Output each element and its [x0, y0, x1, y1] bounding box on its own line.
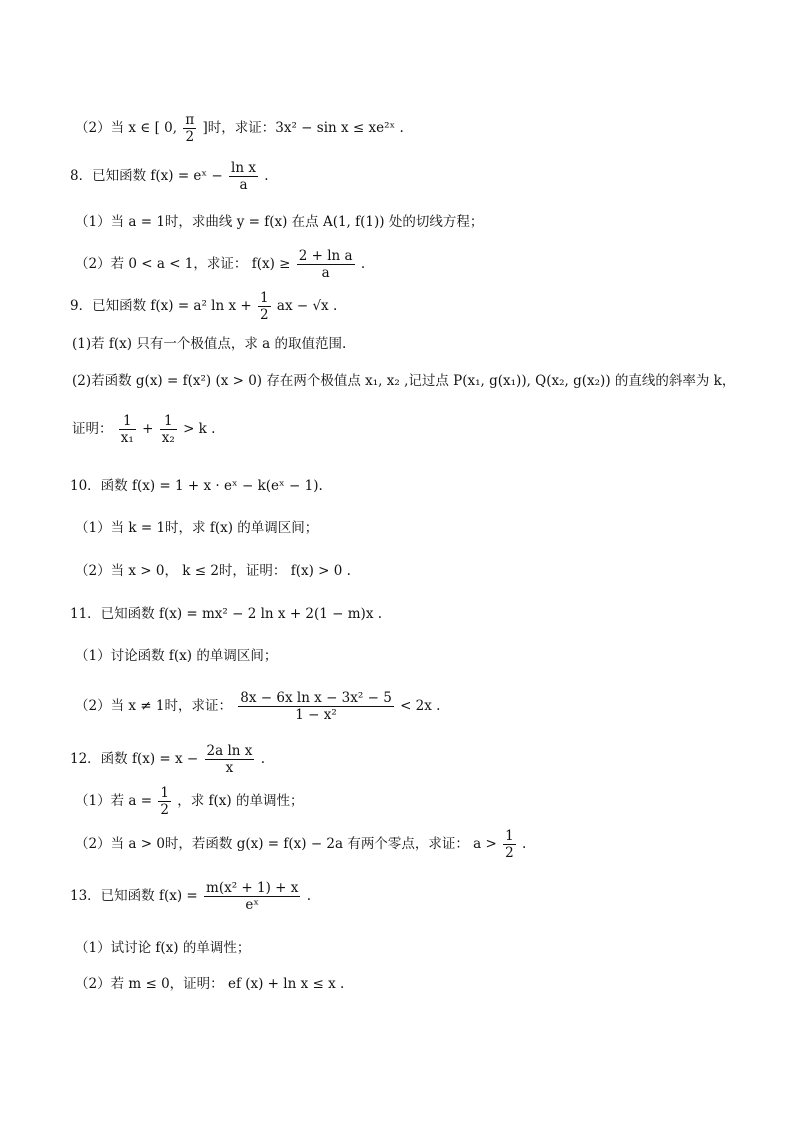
problem-12-part-2 — [75, 828, 526, 861]
fraction — [119, 413, 136, 446]
denominator: a — [321, 265, 330, 282]
math: . — [360, 256, 366, 273]
fraction — [160, 413, 177, 446]
math: f(x) = eˣ − — [150, 168, 228, 185]
problem-13-part-2 — [75, 976, 344, 992]
text: 11．已知函数 f(x) = mx² − 2 ln x + 2(1 − m)x . — [70, 606, 383, 622]
problem-9-part-1 — [72, 336, 346, 352]
math: ax − √x . — [276, 298, 338, 315]
denominator: eˣ — [245, 897, 260, 914]
denominator: x₁ — [120, 430, 134, 447]
denominator: x — [225, 760, 234, 777]
text: （2）当 x > 0， k ≤ 2时，证明： f(x) > 0 . — [75, 563, 351, 579]
problem-11-part-1 — [75, 648, 277, 664]
fraction — [297, 248, 355, 281]
math: . — [264, 168, 269, 185]
denominator: a — [239, 177, 248, 194]
text: （2）当 — [75, 120, 125, 137]
numerator: π — [185, 112, 195, 128]
numerator: 1 — [505, 828, 514, 844]
text: 8．已知函数 — [70, 168, 147, 185]
problem-11-part-2 — [75, 690, 440, 723]
text: （1）当 k = 1时，求 f(x) 的单调区间； — [75, 520, 319, 536]
denominator: x₂ — [161, 430, 175, 447]
numerator: 2a ln x — [206, 743, 253, 759]
math: > k . — [183, 421, 216, 438]
text: （2）当 x ≠ 1时，求证： — [75, 698, 232, 715]
problem-10-part-2 — [75, 563, 351, 579]
math: . — [522, 836, 527, 853]
text: 证明： — [72, 421, 113, 438]
math: f(x) ≥ — [251, 256, 295, 273]
problem-8-title — [70, 160, 269, 193]
text: （2）若 0 < a < 1，求证： — [75, 256, 248, 273]
numerator: 1 — [160, 785, 169, 801]
numerator: ln x — [231, 160, 256, 176]
denominator: 1 − x² — [295, 707, 337, 724]
text: （1）讨论函数 f(x) 的单调区间； — [75, 648, 278, 664]
math: + — [142, 421, 158, 438]
numerator: 8x − 6x ln x − 3x² − 5 — [240, 690, 392, 706]
text: 10．函数 f(x) = 1 + x · eˣ − k(eˣ − 1). — [70, 478, 323, 494]
math: f(x) = x − — [131, 751, 203, 768]
math: f(x) = — [158, 888, 203, 905]
math: ]时，求证：3x² − sin x ≤ xe²ˣ . — [202, 120, 404, 137]
math: ，求 f(x) 的单调性； — [177, 793, 304, 810]
text: （1）当 a = 1时，求曲线 y = f(x) 在点 A(1, f(1)) 处的切线方程； — [75, 214, 484, 230]
problem-9-title — [70, 290, 337, 323]
problem-8-part-2 — [75, 248, 365, 281]
numerator: 2 + ln a — [298, 248, 353, 264]
problem-7-part-2 — [75, 112, 404, 145]
problem-12-part-1 — [75, 785, 303, 818]
text: （1）若 — [75, 793, 125, 810]
text: （1）试讨论 f(x) 的单调性； — [75, 940, 251, 956]
math: < 2x . — [400, 698, 441, 715]
numerator: m(x² + 1) + x — [206, 880, 299, 896]
problem-12-title — [70, 743, 265, 776]
math: x ∈ [ 0, — [128, 120, 182, 137]
denominator: 2 — [260, 307, 269, 324]
fraction — [183, 112, 196, 145]
text: 13．已知函数 — [70, 888, 155, 905]
problem-10-title — [70, 478, 323, 494]
text: （2）若 m ≤ 0，证明： ef (x) + ln x ≤ x . — [75, 976, 345, 992]
fraction — [158, 785, 171, 818]
numerator: 1 — [160, 413, 177, 430]
problem-9-part-2 — [72, 373, 735, 389]
text: 12．函数 — [70, 751, 128, 768]
fraction — [258, 290, 271, 323]
fraction — [238, 690, 394, 723]
text: （2）当 a > 0时，若函数 g(x) = f(x) − 2a 有两个零点，求证： — [75, 836, 469, 853]
text: (1)若 f(x) 只有一个极值点，求 a 的取值范围. — [72, 336, 347, 352]
math: . — [306, 888, 311, 905]
numerator: 1 — [119, 413, 136, 430]
numerator: 1 — [260, 290, 269, 306]
denominator: 2 — [505, 845, 514, 862]
problem-8-part-1 — [75, 214, 483, 230]
fraction — [205, 743, 255, 776]
math: f(x) = a² ln x + — [150, 298, 256, 315]
math: . — [260, 751, 265, 768]
denominator: 2 — [185, 129, 195, 146]
math: a > — [473, 836, 502, 853]
problem-13-part-1 — [75, 940, 250, 956]
denominator: 2 — [160, 802, 169, 819]
math: a = — [128, 793, 157, 810]
fraction — [503, 828, 516, 861]
fraction — [204, 880, 300, 913]
problem-11-title — [70, 606, 382, 622]
text: 9．已知函数 — [70, 298, 147, 315]
problem-10-part-1 — [75, 520, 318, 536]
problem-13-title — [70, 880, 311, 913]
fraction — [229, 160, 258, 193]
text: (2)若函数 g(x) = f(x²) (x > 0) 存在两个极值点 x₁, x₂ ,记过点 P(x₁, g(x₁)), Q(x₂, g(x₂)) 的直线的斜率为 k， — [72, 373, 736, 389]
problem-9-proof — [72, 413, 215, 446]
